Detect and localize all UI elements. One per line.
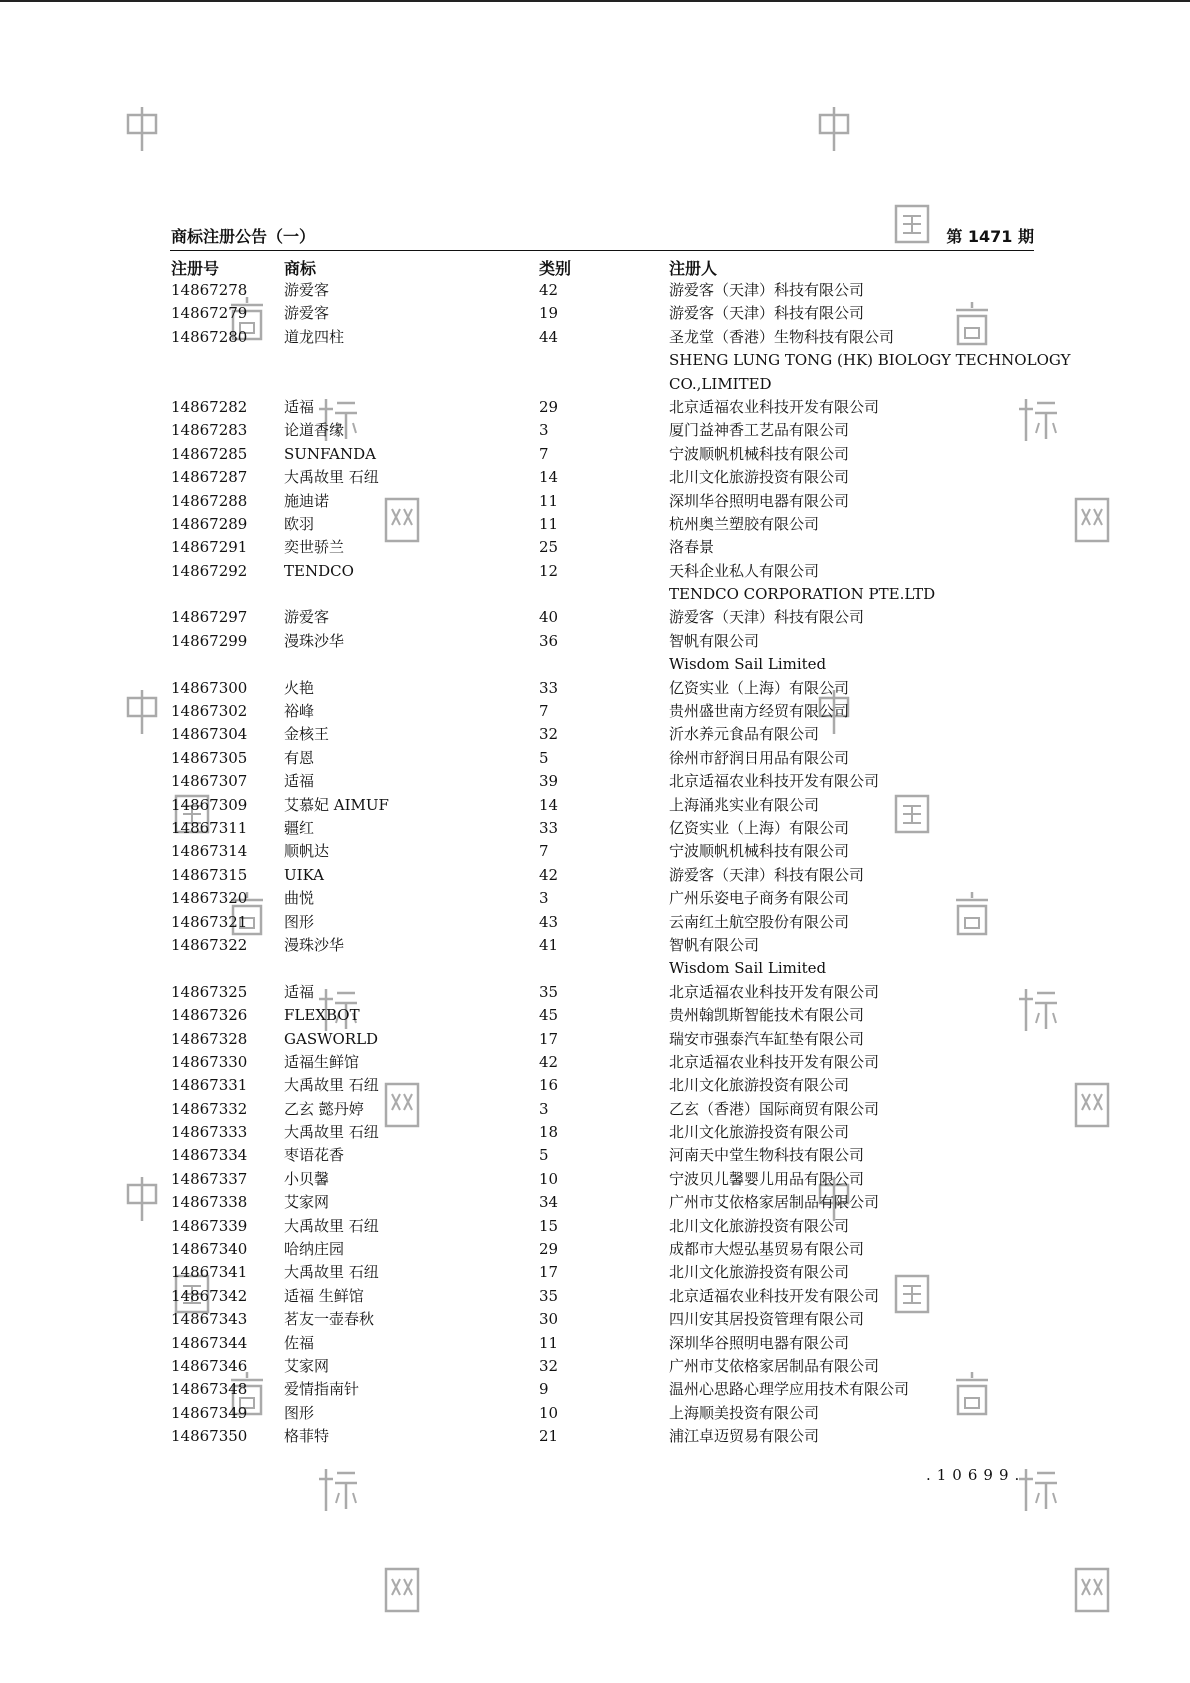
reg-no-cell: 14867289 (171, 514, 248, 533)
watermark-glyph-icon (315, 1465, 359, 1515)
reg-no-cell: 14867342 (171, 1286, 248, 1305)
column-headers (170, 256, 1034, 278)
registrant-cell: SHENG LUNG TONG (HK) BIOLOGY TECHNOLOGY (669, 351, 1071, 370)
table-row (170, 1051, 1034, 1074)
registrant-cell: 游爱客（天津）科技有限公司 (669, 281, 865, 299)
mark-cell: 乙玄 懿丹婷 (284, 1099, 364, 1118)
class-cell: 5 (539, 1146, 549, 1165)
class-cell: 42 (539, 865, 559, 884)
class-cell: 7 (539, 842, 549, 861)
registrant-cell: 河南天中堂生物科技有限公司 (669, 1146, 865, 1165)
class-cell: 5 (539, 748, 549, 767)
table-row (170, 653, 1034, 676)
reg-no-cell: 14867340 (171, 1240, 248, 1259)
registrant-cell: 宁波贝儿馨婴儿用品有限公司 (669, 1169, 865, 1188)
class-cell: 3 (539, 421, 549, 440)
class-cell: 42 (539, 1052, 559, 1071)
mark-cell: 游爱客 (284, 281, 330, 299)
table-row (170, 279, 1034, 302)
registrant-cell: TENDCO CORPORATION PTE.LTD (669, 585, 936, 604)
class-cell: 30 (539, 1310, 559, 1329)
reg-no-cell: 14867332 (171, 1099, 248, 1118)
reg-no-cell: 14867341 (171, 1263, 248, 1282)
table-row (170, 981, 1034, 1004)
registrant-cell: 北京适福农业科技开发有限公司 (669, 772, 880, 791)
table-row (170, 700, 1034, 723)
table-row (170, 1261, 1034, 1284)
registrant-cell: 宁波顺帆机械科技有限公司 (669, 842, 850, 861)
reg-no-cell: 14867307 (171, 772, 248, 791)
registrant-cell: 智帆有限公司 (669, 631, 760, 650)
mark-cell: 漫珠沙华 (284, 935, 345, 954)
table-row (170, 373, 1034, 396)
class-cell: 12 (539, 561, 559, 580)
watermark-glyph-icon (120, 688, 164, 738)
table-row (170, 1098, 1034, 1121)
class-cell: 21 (539, 1427, 559, 1446)
class-cell: 9 (539, 1380, 549, 1399)
table-row (170, 770, 1034, 793)
mark-cell: 火艳 (284, 678, 315, 697)
registrant-cell: 游爱客（天津）科技有限公司 (669, 608, 865, 627)
mark-cell: 格菲特 (284, 1427, 330, 1446)
table-row (170, 864, 1034, 887)
trademark-table (170, 279, 1071, 1449)
class-cell: 16 (539, 1076, 559, 1095)
mark-cell: 大禹故里 石纽 (284, 1076, 379, 1095)
mark-cell: SUNFANDA (284, 444, 376, 463)
reg-no-cell: 14867349 (171, 1403, 248, 1422)
mark-cell: 游爱客 (284, 608, 330, 627)
table-row (170, 419, 1034, 442)
table-row (170, 1074, 1034, 1097)
class-cell: 43 (539, 912, 559, 931)
class-cell: 10 (539, 1403, 559, 1422)
registrant-cell: 上海涌兆实业有限公司 (669, 795, 820, 814)
registrant-cell: 贵州翰凯斯智能技术有限公司 (669, 1006, 865, 1025)
top-border-rule (0, 0, 1190, 2)
class-cell: 19 (539, 304, 559, 323)
mark-cell: 大禹故里 石纽 (284, 1216, 379, 1235)
registrant-cell: 亿资实业（上海）有限公司 (669, 678, 850, 697)
reg-no-cell: 14867337 (171, 1169, 248, 1188)
mark-cell: 佐福 (284, 1333, 315, 1352)
table-row (170, 794, 1034, 817)
mark-cell: 论道香缘 (284, 421, 345, 440)
mark-cell: 奕世骄兰 (284, 538, 345, 557)
class-cell: 29 (539, 397, 559, 416)
table-row (170, 1285, 1034, 1308)
table-row (170, 1402, 1034, 1425)
mark-cell: 图形 (284, 1403, 315, 1422)
table-row (170, 1028, 1034, 1051)
page-title: 商标注册公告（一） (171, 227, 316, 246)
table-row (170, 887, 1034, 910)
table-row (170, 747, 1034, 770)
registrant-cell: 洛春景 (669, 538, 715, 557)
reg-no-cell: 14867338 (171, 1193, 248, 1212)
reg-no-cell: 14867314 (171, 842, 248, 861)
mark-cell: 疆红 (284, 818, 315, 837)
table-row (170, 1191, 1034, 1214)
mark-cell: GASWORLD (284, 1029, 379, 1048)
registrant-cell: 天科企业私人有限公司 (669, 561, 820, 580)
reg-no-cell: 14867333 (171, 1123, 248, 1142)
reg-no-cell: 14867331 (171, 1076, 248, 1095)
mark-cell: 艾家网 (284, 1356, 330, 1375)
class-cell: 39 (539, 772, 559, 791)
mark-cell: 艾家网 (284, 1193, 330, 1212)
reg-no-cell: 14867350 (171, 1427, 248, 1446)
mark-cell: 大禹故里 石纽 (284, 1263, 379, 1282)
class-cell: 3 (539, 1099, 549, 1118)
table-row (170, 1168, 1034, 1191)
table-row (170, 349, 1071, 372)
reg-no-cell: 14867282 (171, 397, 248, 416)
registrant-cell: 北川文化旅游投资有限公司 (669, 1263, 850, 1282)
reg-no-cell: 14867330 (171, 1052, 248, 1071)
registrant-cell: 瑞安市强泰汽车缸垫有限公司 (669, 1029, 865, 1048)
registrant-cell: Wisdom Sail Limited (669, 655, 827, 674)
table-row (170, 957, 1034, 980)
column-header-reg-no: 注册号 (171, 259, 220, 278)
registrant-cell: 徐州市舒润日用品有限公司 (669, 748, 850, 767)
mark-cell: 图形 (284, 912, 315, 931)
mark-cell: 道龙四柱 (284, 327, 345, 346)
mark-cell: FLEXBOT (284, 1006, 360, 1025)
table-row (170, 1308, 1034, 1331)
watermark-glyph-icon (1070, 1080, 1114, 1130)
class-cell: 29 (539, 1240, 559, 1259)
table-row (170, 1238, 1034, 1261)
mark-cell: 哈纳庄园 (284, 1240, 345, 1259)
reg-no-cell: 14867309 (171, 795, 248, 814)
registrant-cell: 厦门益神香工艺品有限公司 (669, 421, 850, 440)
table-row (170, 1121, 1034, 1144)
column-header-class: 类别 (539, 259, 572, 278)
registrant-cell: 北京适福农业科技开发有限公司 (669, 397, 880, 416)
mark-cell: 曲悦 (284, 889, 315, 908)
class-cell: 33 (539, 818, 559, 837)
class-cell: 32 (539, 725, 559, 744)
watermark-glyph-icon (120, 1175, 164, 1225)
watermark-glyph-icon (120, 105, 164, 155)
registrant-cell: 云南红土航空股份有限公司 (669, 912, 850, 931)
class-cell: 17 (539, 1029, 559, 1048)
mark-cell: 爱情指南针 (284, 1380, 360, 1399)
reg-no-cell: 14867305 (171, 748, 248, 767)
class-cell: 14 (539, 795, 559, 814)
class-cell: 10 (539, 1169, 559, 1188)
page-header (170, 222, 1034, 251)
reg-no-cell: 14867297 (171, 608, 248, 627)
registrant-cell: 宁波顺帆机械科技有限公司 (669, 444, 850, 463)
mark-cell: 游爱客 (284, 304, 330, 323)
mark-cell: 小贝馨 (284, 1169, 330, 1188)
table-row (170, 560, 1034, 583)
registrant-cell: 智帆有限公司 (669, 935, 760, 954)
class-cell: 41 (539, 935, 559, 954)
reg-no-cell: 14867279 (171, 304, 248, 323)
reg-no-cell: 14867325 (171, 982, 248, 1001)
reg-no-cell: 14867344 (171, 1333, 248, 1352)
class-cell: 11 (539, 514, 559, 533)
table-row (170, 326, 1034, 349)
mark-cell: 欧羽 (284, 514, 315, 533)
registrant-cell: 沂水养元食品有限公司 (669, 725, 820, 744)
reg-no-cell: 14867292 (171, 561, 248, 580)
reg-no-cell: 14867339 (171, 1216, 248, 1235)
column-header-mark: 商标 (284, 259, 317, 278)
table-row (170, 490, 1034, 513)
watermark-glyph-icon (812, 105, 856, 155)
column-header-registrant: 注册人 (669, 259, 718, 278)
table-row (170, 443, 1034, 466)
table-row (170, 583, 1034, 606)
reg-no-cell: 14867287 (171, 468, 248, 487)
mark-cell: 枣语花香 (284, 1146, 345, 1165)
table-row (170, 302, 1034, 325)
registrant-cell: 乙玄（香港）国际商贸有限公司 (669, 1099, 880, 1118)
reg-no-cell: 14867278 (171, 281, 248, 299)
table-row (170, 677, 1034, 700)
mark-cell: 金核王 (284, 725, 330, 744)
reg-no-cell: 14867346 (171, 1356, 248, 1375)
table-row (170, 630, 1034, 653)
class-cell: 25 (539, 538, 559, 557)
registrant-cell: 温州心思路心理学应用技术有限公司 (669, 1380, 910, 1399)
reg-no-cell: 14867315 (171, 865, 248, 884)
reg-no-cell: 14867285 (171, 444, 248, 463)
table-row (170, 911, 1034, 934)
reg-no-cell: 14867334 (171, 1146, 248, 1165)
table-row (170, 1425, 1034, 1448)
registrant-cell: 游爱客（天津）科技有限公司 (669, 304, 865, 323)
table-row (170, 934, 1034, 957)
registrant-cell: 北川文化旅游投资有限公司 (669, 1076, 850, 1095)
watermark-glyph-icon (1070, 1565, 1114, 1615)
class-cell: 44 (539, 327, 559, 346)
table-row (170, 1355, 1034, 1378)
registrant-cell: 北川文化旅游投资有限公司 (669, 468, 850, 487)
class-cell: 45 (539, 1006, 559, 1025)
registrant-cell: 广州市艾依格家居制品有限公司 (669, 1193, 880, 1212)
table-row (170, 466, 1034, 489)
registrant-cell: 北京适福农业科技开发有限公司 (669, 1052, 880, 1071)
registrant-cell: 上海顺美投资有限公司 (669, 1403, 820, 1422)
registrant-cell: 广州市艾依格家居制品有限公司 (669, 1356, 880, 1375)
mark-cell: 茗友一壶春秋 (284, 1310, 375, 1329)
mark-cell: 大禹故里 石纽 (284, 468, 379, 487)
mark-cell: 适福 生鲜馆 (284, 1286, 364, 1305)
table-row (170, 513, 1034, 536)
reg-no-cell: 14867299 (171, 631, 248, 650)
class-cell: 40 (539, 608, 559, 627)
registrant-cell: 成都市大煜弘基贸易有限公司 (669, 1240, 865, 1259)
issue-number: 第 1471 期 (946, 227, 1034, 246)
registrant-cell: 游爱客（天津）科技有限公司 (669, 865, 865, 884)
mark-cell: 裕峰 (284, 702, 315, 721)
reg-no-cell: 14867283 (171, 421, 248, 440)
mark-cell: 顺帆达 (284, 842, 330, 861)
mark-cell: UIKA (284, 865, 324, 884)
table-row (170, 1332, 1034, 1355)
mark-cell: 适福 (284, 982, 315, 1001)
class-cell: 32 (539, 1356, 559, 1375)
class-cell: 42 (539, 281, 559, 299)
registrant-cell: Wisdom Sail Limited (669, 959, 827, 978)
class-cell: 18 (539, 1123, 559, 1142)
reg-no-cell: 14867343 (171, 1310, 248, 1329)
registrant-cell: 北川文化旅游投资有限公司 (669, 1123, 850, 1142)
reg-no-cell: 14867320 (171, 889, 248, 908)
registrant-cell: 北京适福农业科技开发有限公司 (669, 982, 880, 1001)
table-row (170, 1378, 1034, 1401)
mark-cell: 有恩 (284, 748, 315, 767)
watermark-glyph-icon (1070, 495, 1114, 545)
reg-no-cell: 14867302 (171, 702, 248, 721)
registrant-cell: CO.,LIMITED (669, 374, 772, 393)
table-row (170, 536, 1034, 559)
class-cell: 35 (539, 982, 559, 1001)
page-number: .10699. (926, 1466, 1026, 1484)
class-cell: 7 (539, 702, 549, 721)
class-cell: 33 (539, 678, 559, 697)
mark-cell: 适福生鲜馆 (284, 1052, 360, 1071)
class-cell: 36 (539, 631, 559, 650)
mark-cell: TENDCO (284, 561, 354, 580)
table-row (170, 1144, 1034, 1167)
registrant-cell: 四川安其居投资管理有限公司 (669, 1310, 865, 1329)
table-row (170, 1004, 1034, 1027)
watermark-glyph-icon (380, 1565, 424, 1615)
registrant-cell: 杭州奥兰塑胶有限公司 (669, 514, 820, 533)
class-cell: 11 (539, 491, 559, 510)
reg-no-cell: 14867311 (171, 818, 248, 837)
reg-no-cell: 14867280 (171, 327, 248, 346)
registrant-cell: 贵州盛世南方经贸有限公司 (669, 702, 850, 721)
class-cell: 11 (539, 1333, 559, 1352)
class-cell: 35 (539, 1286, 559, 1305)
table-row (170, 840, 1034, 863)
registrant-cell: 北京适福农业科技开发有限公司 (669, 1286, 880, 1305)
reg-no-cell: 14867288 (171, 491, 248, 510)
registrant-cell: 北川文化旅游投资有限公司 (669, 1216, 850, 1235)
table-row (170, 817, 1034, 840)
reg-no-cell: 14867322 (171, 935, 248, 954)
mark-cell: 大禹故里 石纽 (284, 1123, 379, 1142)
class-cell: 17 (539, 1263, 559, 1282)
class-cell: 3 (539, 889, 549, 908)
reg-no-cell: 14867304 (171, 725, 248, 744)
reg-no-cell: 14867326 (171, 1006, 248, 1025)
registrant-cell: 亿资实业（上海）有限公司 (669, 818, 850, 837)
mark-cell: 适福 (284, 772, 315, 791)
registrant-cell: 深圳华谷照明电器有限公司 (669, 491, 850, 510)
reg-no-cell: 14867321 (171, 912, 248, 931)
reg-no-cell: 14867328 (171, 1029, 248, 1048)
reg-no-cell: 14867348 (171, 1380, 248, 1399)
registrant-cell: 浦江卓迈贸易有限公司 (669, 1427, 820, 1446)
table-row (170, 606, 1034, 629)
registrant-cell: 深圳华谷照明电器有限公司 (669, 1333, 850, 1352)
mark-cell: 漫珠沙华 (284, 631, 345, 650)
registrant-cell: 圣龙堂（香港）生物科技有限公司 (669, 327, 895, 346)
class-cell: 34 (539, 1193, 559, 1212)
mark-cell: 艾慕妃 AIMUF (284, 795, 389, 814)
class-cell: 15 (539, 1216, 559, 1235)
reg-no-cell: 14867300 (171, 678, 248, 697)
registrant-cell: 广州乐姿电子商务有限公司 (669, 889, 850, 908)
reg-no-cell: 14867291 (171, 538, 248, 557)
mark-cell: 施迪诺 (284, 491, 330, 510)
table-row (170, 1215, 1034, 1238)
table-row (170, 396, 1034, 419)
class-cell: 7 (539, 444, 549, 463)
table-row (170, 723, 1034, 746)
class-cell: 14 (539, 468, 559, 487)
mark-cell: 适福 (284, 397, 315, 416)
